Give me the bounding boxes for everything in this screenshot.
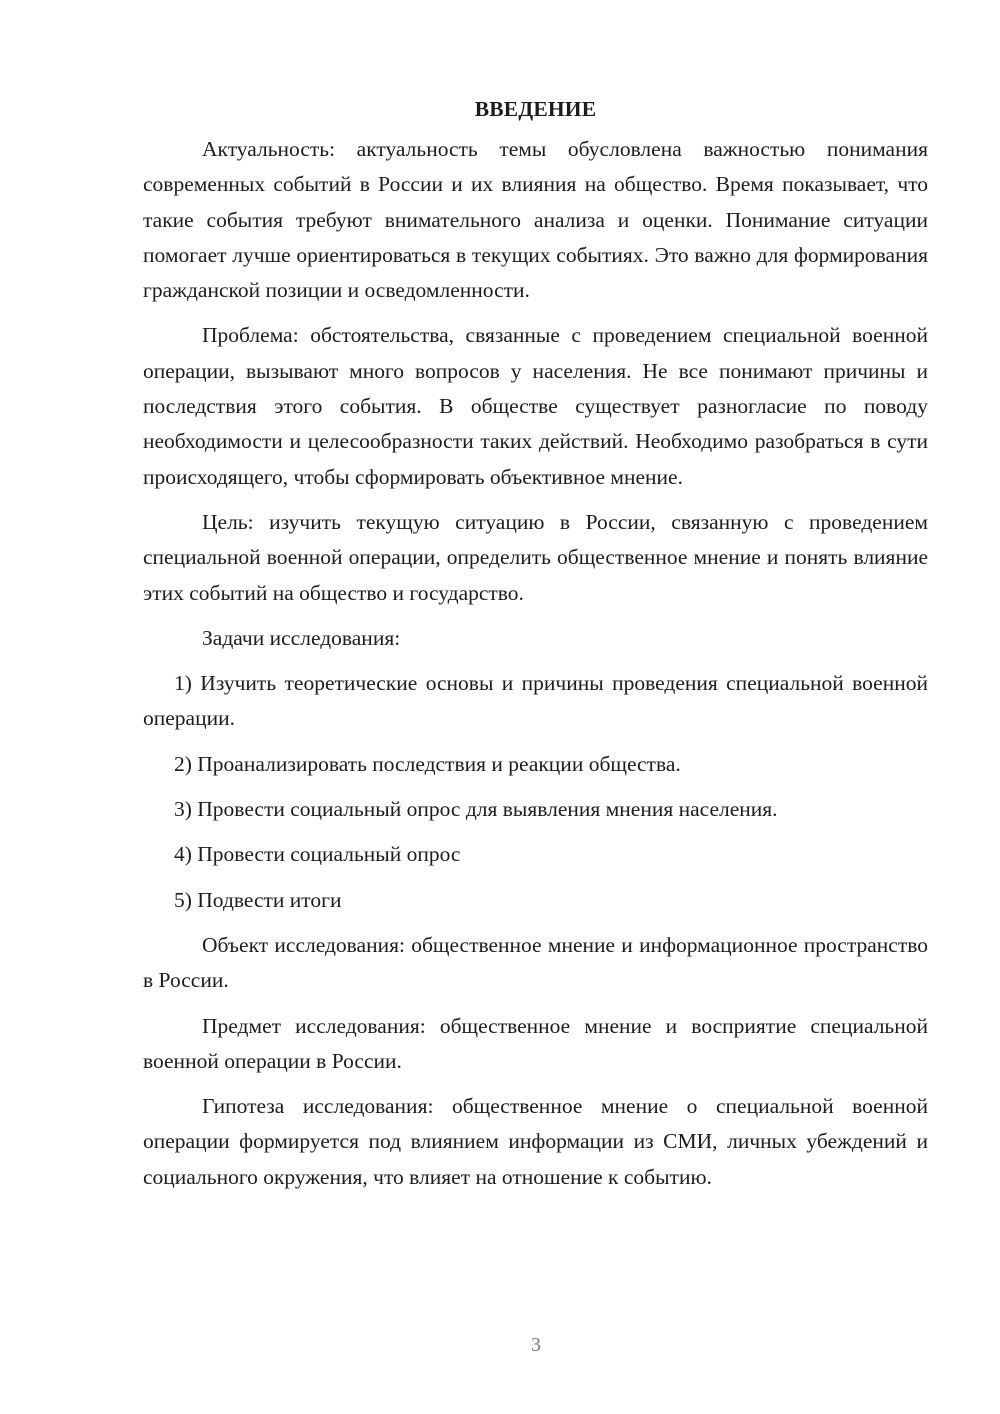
task-item-1: 1) Изучить теоретические основы и причины проведения специальной военной операции. (143, 671, 928, 731)
relevance-paragraph: Актуальность: актуальность темы обусловлена важностью понимания современных событий в России и их влияния на общество. Время показывает, что такие события требуют внимательного анализа и оценки. Понимание ситуации помогает лучше ориентироваться в текущих событиях. Это важно для формирования гражданской позиции и осведомленности. (143, 137, 928, 303)
subject-paragraph: Предмет исследования: общественное мнение и восприятие специальной военной операции в России. (143, 1013, 928, 1073)
task-item-5: 5) Подвести итоги (174, 887, 342, 912)
task-item-2: 2) Проанализировать последствия и реакции общества. (174, 751, 681, 776)
tasks-title: Задачи исследования: (202, 625, 401, 650)
page-content (143, 92, 928, 1195)
goal-paragraph: Цель: изучить текущую ситуацию в России, связанную с проведением специальной военной операции, определить общественное мнение и понять влияние этих событий на общество и государство. (143, 509, 928, 605)
task-item-4: 4) Провести социальный опрос (174, 842, 461, 867)
page-number: 3 (531, 1334, 541, 1356)
section-heading: ВВЕДЕНИЕ (474, 97, 597, 121)
task-item-3: 3) Провести социальный опрос для выявления мнения населения. (174, 797, 778, 822)
object-paragraph: Объект исследования: общественное мнение и информационное пространство в России. (143, 932, 928, 993)
problem-paragraph: Проблема: обстоятельства, связанные с проведением специальной военной операции, вызывают много вопросов у населения. Не все понимают причины и последствия этого события. В обществе существует разногласие по поводу необходимости и целесообразности таких действий. Необходимо разобраться в сути происходящего, чтобы сформировать объективное мнение. (143, 323, 928, 489)
hypothesis-paragraph: Гипотеза исследования: общественное мнение о специальной военной операции формируется под влиянием информации из СМИ, личных убеждений и социального окружения, что влияет на отношение к событию. (143, 1094, 928, 1189)
